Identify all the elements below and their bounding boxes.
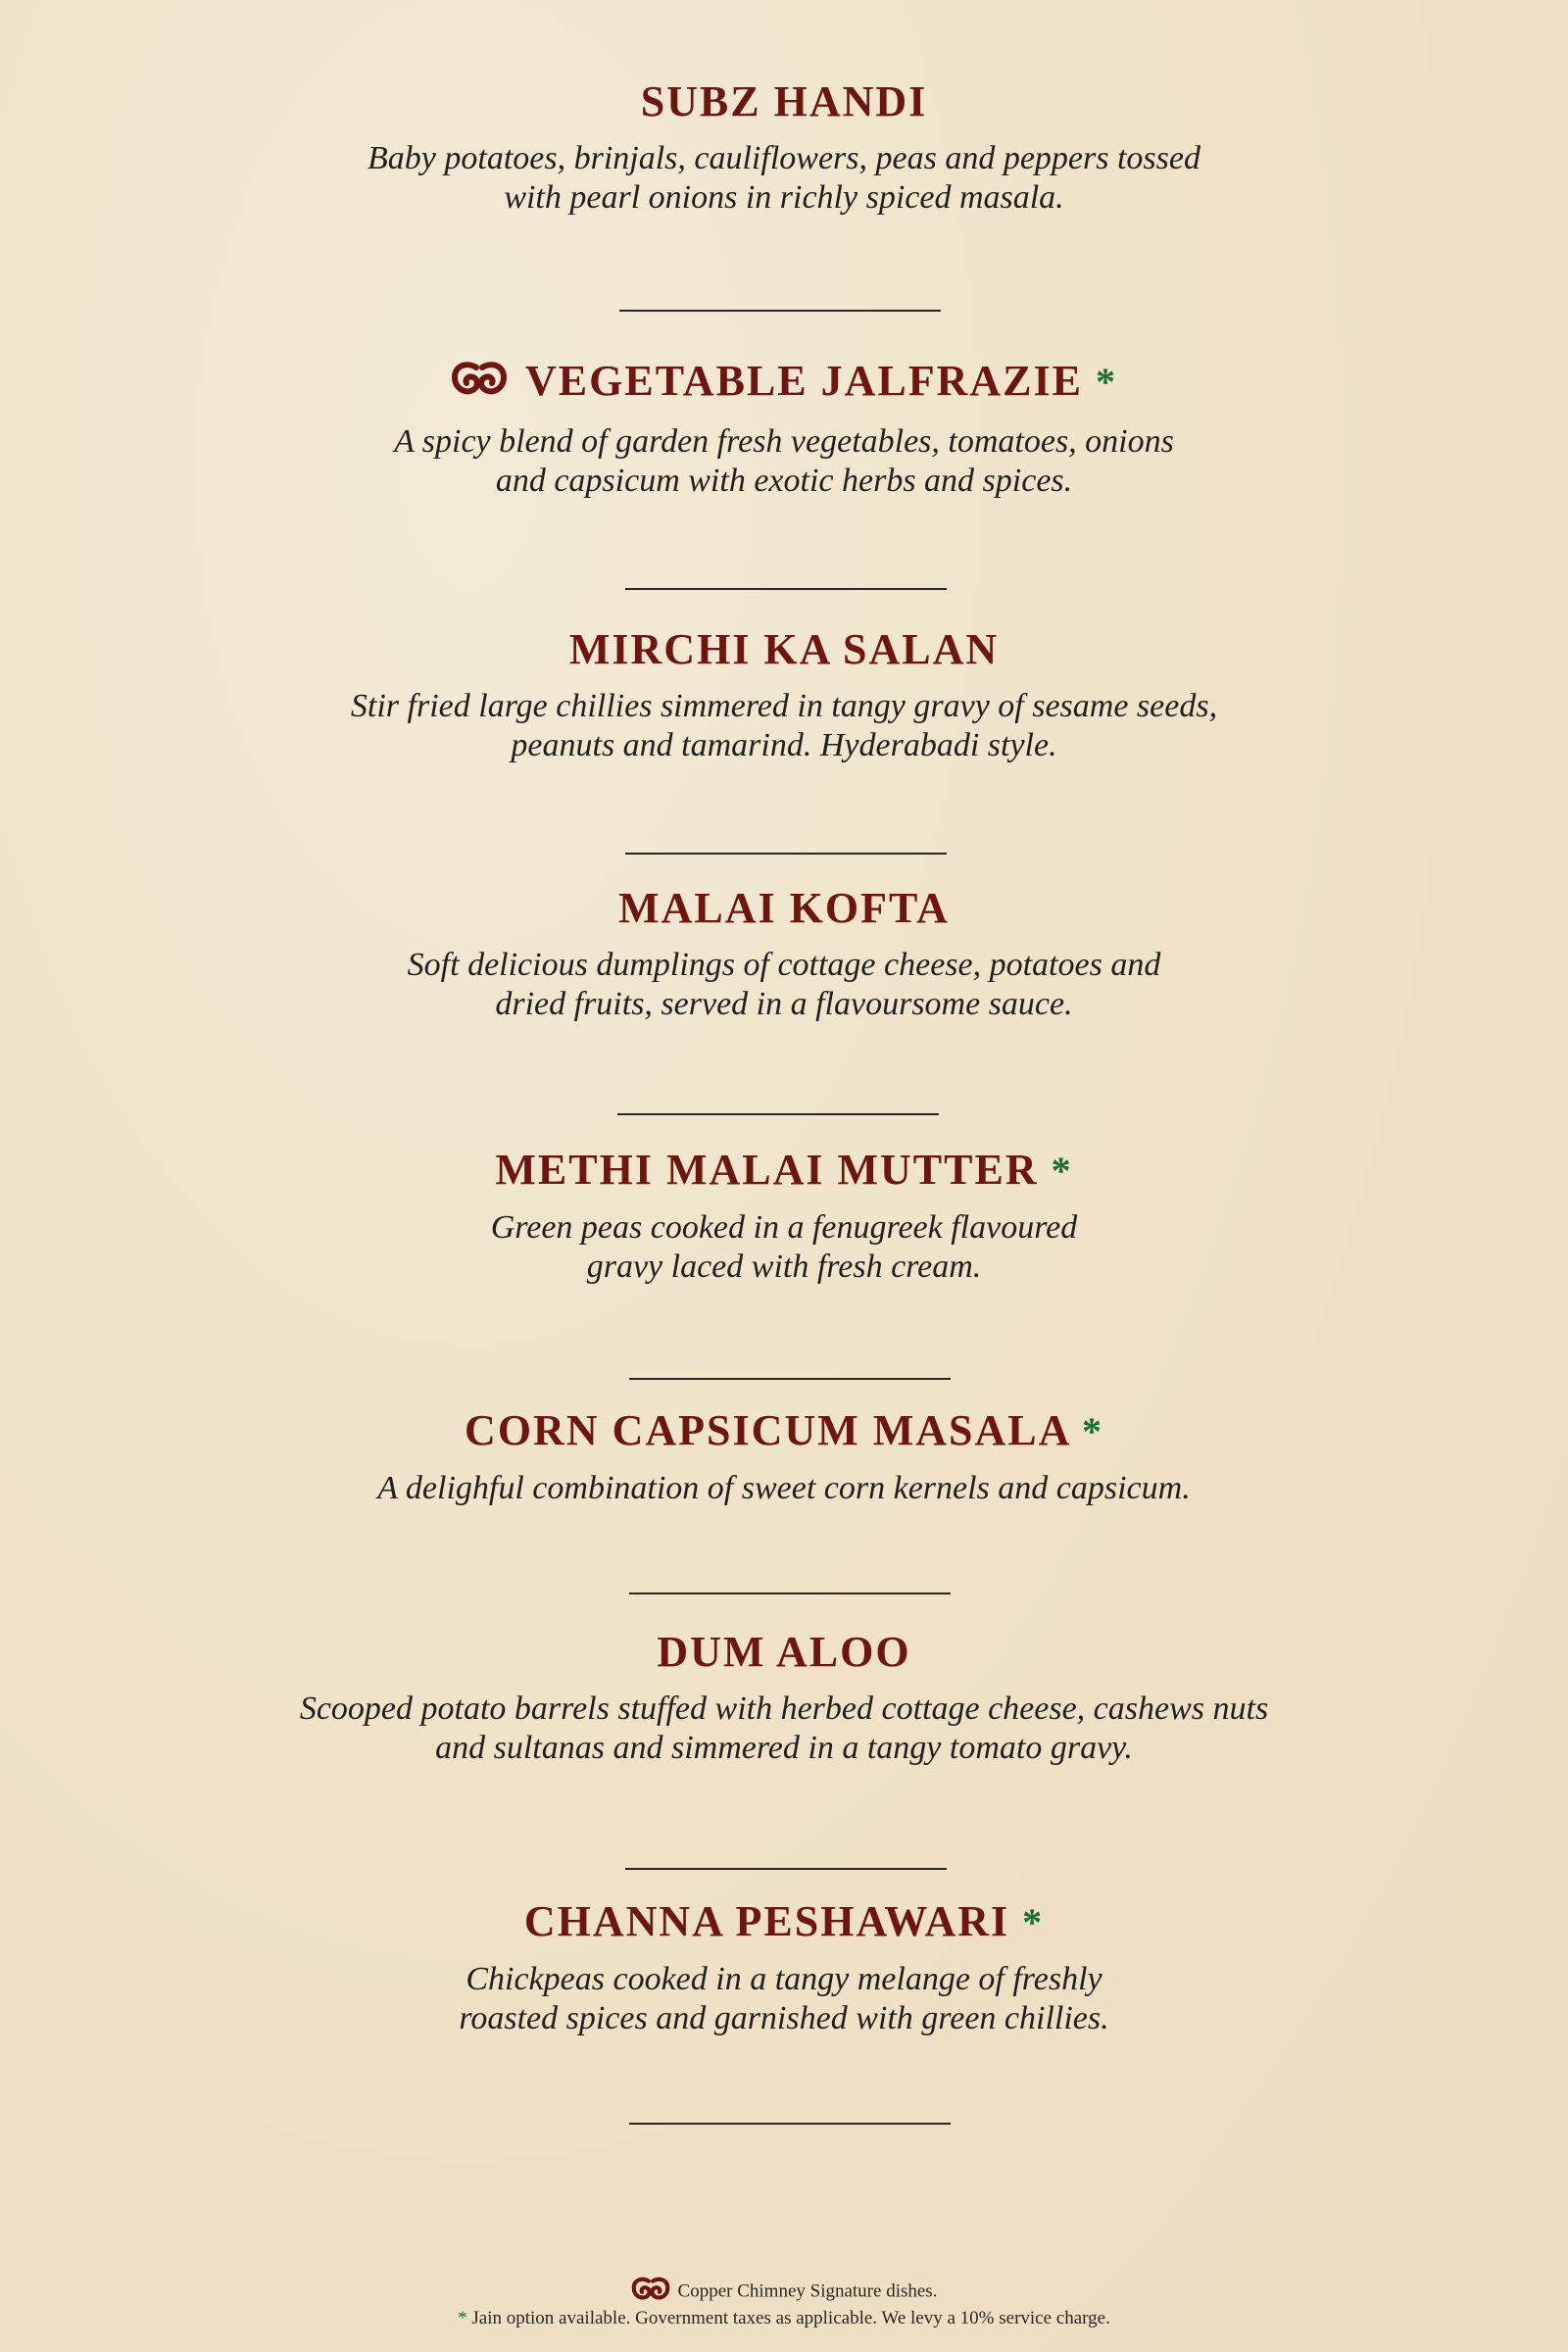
divider <box>619 310 941 312</box>
dish-description: Baby potatoes, brinjals, cauliflowers, peas and peppers tossed with pearl onions in richly spiced masala. <box>368 140 1200 216</box>
jain-star-icon: * <box>1022 1900 1045 1944</box>
dish-corn-capsicum-masala <box>0 1403 1568 1508</box>
dish-description: Scooped potato barrels stuffed with herbed cottage cheese, cashews nuts and sultanas and simmered in a tangy tomato gravy. <box>299 1690 1269 1766</box>
dish-title: MALAI KOFTA <box>618 884 950 932</box>
jain-star-icon: * <box>458 2308 467 2328</box>
dish-title: METHI MALAI MUTTER * <box>495 1146 1073 1194</box>
dish-description: Soft delicious dumplings of cottage cheese, potatoes and dried fruits, served in a flavoursome sauce. <box>407 947 1161 1022</box>
dish-description: Green peas cooked in a fenugreek flavoured gravy laced with fresh cream. <box>490 1209 1078 1285</box>
signature-icon <box>451 358 508 413</box>
dish-description: Chickpeas cooked in a tangy melange of freshly roasted spices and garnished with green chillies. <box>459 1961 1109 2036</box>
dish-description: A delighful combination of sweet corn kernels and capsicum. <box>377 1470 1191 1506</box>
dish-channa-peshawari <box>0 1894 1568 2038</box>
divider <box>629 1592 951 1594</box>
divider <box>625 1868 947 1870</box>
dish-title: MIRCHI KA SALAN <box>568 625 1000 673</box>
jain-star-icon: * <box>1095 360 1117 404</box>
dish-vegetable-jalfrazie <box>0 354 1568 501</box>
divider <box>629 2123 951 2125</box>
footer-signature-note: Copper Chimney Signature dishes. <box>0 2276 1568 2309</box>
dish-title: SUBZ HANDI <box>640 77 928 125</box>
signature-icon <box>631 2276 670 2309</box>
divider <box>617 1113 939 1115</box>
dish-methi-malai-mutter <box>0 1143 1568 1287</box>
dish-malai-kofta <box>0 881 1568 1024</box>
dish-mirchi-ka-salan <box>0 622 1568 765</box>
dish-description: A spicy blend of garden fresh vegetables, tomatoes, onions and capsicum with exotic herbs and spices. <box>394 422 1174 499</box>
dish-title: VEGETABLE JALFRAZIE * <box>0 354 1568 413</box>
dish-subz-handi <box>0 74 1568 218</box>
divider <box>629 1378 951 1380</box>
jain-star-icon: * <box>1081 1409 1103 1453</box>
jain-star-icon: * <box>1051 1149 1073 1193</box>
dish-title: DUM ALOO <box>657 1628 911 1676</box>
dish-title: CHANNA PESHAWARI * <box>523 1897 1045 1945</box>
dish-dum-aloo <box>0 1625 1568 1768</box>
divider <box>625 588 947 590</box>
divider <box>625 853 947 855</box>
footer-jain-note: * Jain option available. Government taxes as applicable. We levy a 10% service charge. <box>458 2308 1110 2328</box>
dish-description: Stir fried large chillies simmered in tangy gravy of sesame seeds, peanuts and tamarind. Hyderabadi style. <box>350 688 1218 763</box>
dish-title: CORN CAPSICUM MASALA * <box>465 1406 1103 1454</box>
